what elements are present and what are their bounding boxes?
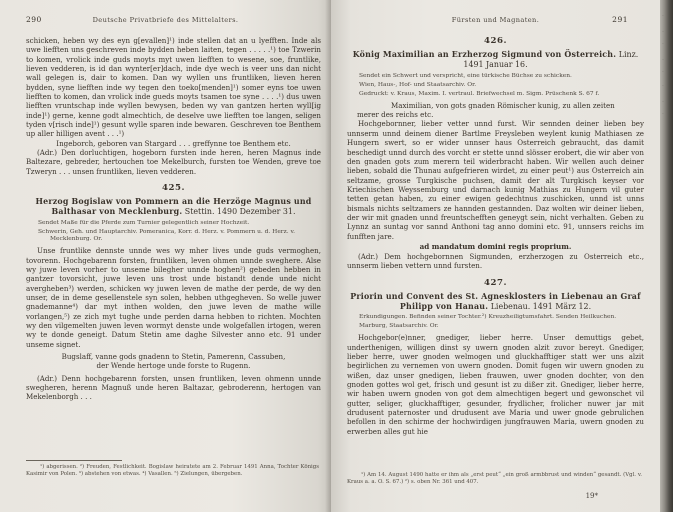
letter-426-body: Hochgebornner, lieber vetter unnd furst. Wir sennden deiner lieben bey unnserm unnd deinem diener Bartlme Freysleben weylent kunig Mathiasen ze Hungern swert, so er wider unnser haus Osterreich gebraucht, das damit beschedigt unnd durch des vorcht er stette unnd slösser erobert, die wir aber von den gnaden gots zum merern teil widerbracht haben. Wir wellen auch deiner lieben, sobald die Thunau aufgefrieren wirdet, zu einer peut¹) aus Osterreich ain seltzame, grosse Turgkische puchsen, damit der alt Turgkisch keyser vor Kriechischen Weyssemburg und darnach kunig Mathias zu Hungern vil guter tetten getan haben, zu einer ewigen gedechtnus zuschicken, unnd ist unns bismals nichts seltzamers ze hannden gestannden. Daz wolten wir deiner lieben, der wir mit gnaden unnd freuntschefften geneygt sein, nicht verhalten. Geben zu Lynnz an suntag vor sannd Anthoni tag anno domini etc. 91, unnsers reichs im funfften jare. (347, 119, 644, 241)
letter-426-printed-note: Gedruckt: v. Kraus, Maxim. I. vertraul. Briefwechsel m. Sigm. Prüschenk S. 67 f. (359, 90, 600, 97)
page-number-right: 291 (612, 15, 628, 24)
letter-425-heading-main: Herzog Bogislaw von Pommern an die Herzöge Magnus und Balthasar von Mecklenburg. (35, 197, 312, 217)
footnotes-left (26, 460, 319, 478)
footnote-rule (26, 460, 122, 461)
letter-427-heading-dateline: Liebenau. 1491 März 12. (490, 301, 592, 311)
letter-426-heading (347, 50, 644, 70)
letter-427-heading-main: Priorin und Convent des St. Agnesklosters in Liebenau an Graf Philipp von Hanau. (350, 291, 641, 311)
letter-427-body: Hochgebor(e)nner, gnediger, lieber herre. Unser demuttigs gebet, underthenigen, willigen dinst sy uwern gnoden alzit zuvor bereyt. Gnediger, lieber herre, uwer gnoden welmogen und gluckhafftiger statt wer uns alzit begirlichen zu vernemen von uwern gnoden. Domit fugen wir uwern gnoden zu wißen, daz unser gnedigen, lieben frauwen, uwer gnoden dochter, von den gnoden gottes wol get, frisch und gesunt ist zu dißer zit. Gnediger, lieber herre, wir haben uwern gnoden von got dem almechtigen begert und gewonschet vil gutter, seliger, gluckhafftiger, gesunder, frydlicher, frolicher nuwer jar mit drudusent paternoster und drudusent ave Maria und uwer gnode gebrulichen befollen in den schirme der hochwirdigen jungfrauwen Maria, uwern gnoden zu erwerben alles gut hie (347, 333, 644, 436)
letter-426-number: 426. (484, 36, 507, 46)
page-291-content (347, 29, 644, 436)
letter-424-body: schicken, heben wy des eyn g[evallen]¹) inde stellen dat an u lyefften. Inde als uwe liefften uns geschreven inde bydden heben laiten, tegen . . . . .¹) toe Tzwerin to komen, vrolick inde guds moyts myt uwen liefften to wesene, soe, fruntlike, lieven vedderen, is id dan wynter[er]dach, inde dye wech is veer uns dan nicht wall gelegen is, dair to komen. Dan wy wyllen uns fruntliken, lieven heren bydden, syne liefften inde wy tegen den toeko[menden]¹) somer eyns toe uwen liefften to komen, dan vrolick inde gueds moyts tsamen toe syne . . . .¹) dus uwen liefften vruntschap inde wyllen bewysen, beden wy van gantzen herten wyll[ig inde]¹) gerne, kenne godt almechtich, de deselve uwe liefften toe langen, seligen tyden v[risch inde]¹) gesunt wylle sparen inde bewaren. Geschreven toe Benthem up aller hilligen avent . . .¹) (26, 36, 321, 139)
footnotes-right (347, 472, 642, 486)
printer-signature-mark: 19* (585, 492, 598, 500)
running-title-left: Deutsche Privatbriefe des Mittelalters. (92, 16, 239, 24)
letter-426-mandate: ad mandatum domini regis proprium. (419, 241, 572, 251)
letter-424-address: (Adr.) Den dorluchtigen, hogeborn fursten inde heren, heren Magnus inde Baltezare, gebreder, hertouchen toe Mekelburch, fursten toe Wenden, greve toe Tzweryn . . . unsen fruntliken, lieven vedderen. (26, 148, 321, 176)
letter-426-address: (Adr.) Dem hochgebornnen Sigmunden, erzherzogen zu Osterreich etc., unnserm lieben vettern unnd fursten. (347, 251, 644, 271)
letter-425-body: Unse fruntlike dennste unnde wes wy mher lives unde guds vermoghen, tovorenn. Hochgebarenn forsten, fruntliken, leven ohmen unnde sweghere. Alse wy juwe leven vorher to unseme bilegher unnde hoghen²) gebeden hebben in gantzer tovorsicht, juwe leven uns trost unde bistandt dende unde nicht avergheben³) werden, schicken wy juwen leven de mathe der perde, de wy den unser, de in deme gesellenstele syn solen, hebben uthgegheven. So welle juwer gnademanne⁴) dar myt inthen wolden, den juwe leven de mathe wille vorlangen,⁵) ze zich myt tughe unde perden darna hebben to richten. Mochten wy den vilgemelten juwen leven wormyt denste unde wolgefallen irtogen, weren wy te donde geneigt. Datum Stetin ame daghe Silvester anno etc. 91 under unseme signet. (26, 246, 321, 349)
letter-425-heading (26, 197, 321, 217)
letter-427-number: 427. (484, 277, 507, 288)
letter-427-regest: Erkundigungen. Befinden seiner Tochter.²) Kreuzheiligtumsfahrt. Senden Heilkuchen. (359, 314, 617, 321)
letter-425-number: 425. (162, 183, 185, 194)
letter-426-archive: Wien, Haus-, Hof- und Staatsarchiv. Or. (359, 81, 477, 88)
page-number-left: 290 (26, 15, 42, 24)
letter-425-signature-line2: der Wende hertoge unde forste to Rugenn. (96, 361, 251, 371)
letter-425-regest: Sendet Maße für die Pferde zum Turnier gelegentlich seiner Hochzeit. (38, 219, 250, 226)
letter-425-heading-dateline: Stettin. 1490 Dezember 31. (184, 207, 296, 217)
letter-426-salutation: Maximilian, von gots gnaden Römischer kunig, zu allen zeiten merer des reichs etc. (357, 100, 615, 120)
footnote-text-right: ¹) Am 14. August 1490 hatte er ihm als „erst peut“ „ein groß armbbrust und winden“ gesandt. (Vgl. v. Kraus a. a. O. S. 67.) ²) s. oben Nr. 361 und 407. (347, 472, 642, 485)
letter-425-signature-line1: Bugslaff, vanne gods gnadenn to Stetin, Pamerenn, Cassuben, (61, 352, 286, 362)
letter-425-archive: Schwerin, Geh. und Hauptarchiv. Pomeranica, Korr. d. Herz. v. Pommern u. d. Herz. v. Mecklenburg. Or. (38, 228, 295, 243)
running-head-left (0, 15, 331, 29)
letter-427-archive: Marburg, Staatsarchiv. Or. (359, 323, 439, 330)
letter-425-address: (Adr.) Denn hochgebarenn forsten, unsen fruntliken, leven ohmenn unnde swegheren, herenn Magnuß unde heren Baltazar, gebroderenn, hertogen van Mekelenborgh . . . (26, 373, 321, 402)
page-290-content (26, 29, 321, 402)
letter-427-heading (347, 292, 644, 312)
letter-426-heading-dateline: Linz. 1491 Januar 16. (463, 50, 639, 69)
letter-426-regest: Sendet ein Schwert und verspricht, eine türkische Büchse zu schicken. (359, 72, 572, 79)
letter-426-heading-main: König Maximilian an Erzherzog Sigmund von Österreich. (352, 50, 617, 59)
running-head-right (331, 15, 660, 29)
footnote-text-left: ¹) abgerissen. ²) Freuden, Festlichkeit. Bogislaw heiratete am 2. Februar 1491 Anna, Tochter Königs Kasimir von Polen. ³) abstehen von etwas. ⁴) Vasallen. ⁵) Zielungen, übergeben. (26, 464, 319, 477)
letter-424-signature: Ingeborch, geboren van Stargard . . . greffynne toe Benthem etc. (56, 138, 291, 148)
scan-edge-artifacts: · ․ · ․ · · ․ · (662, 13, 665, 118)
page-291 (331, 0, 660, 512)
running-title-right: Fürsten und Magnaten. (451, 16, 540, 24)
page-290 (0, 0, 331, 512)
